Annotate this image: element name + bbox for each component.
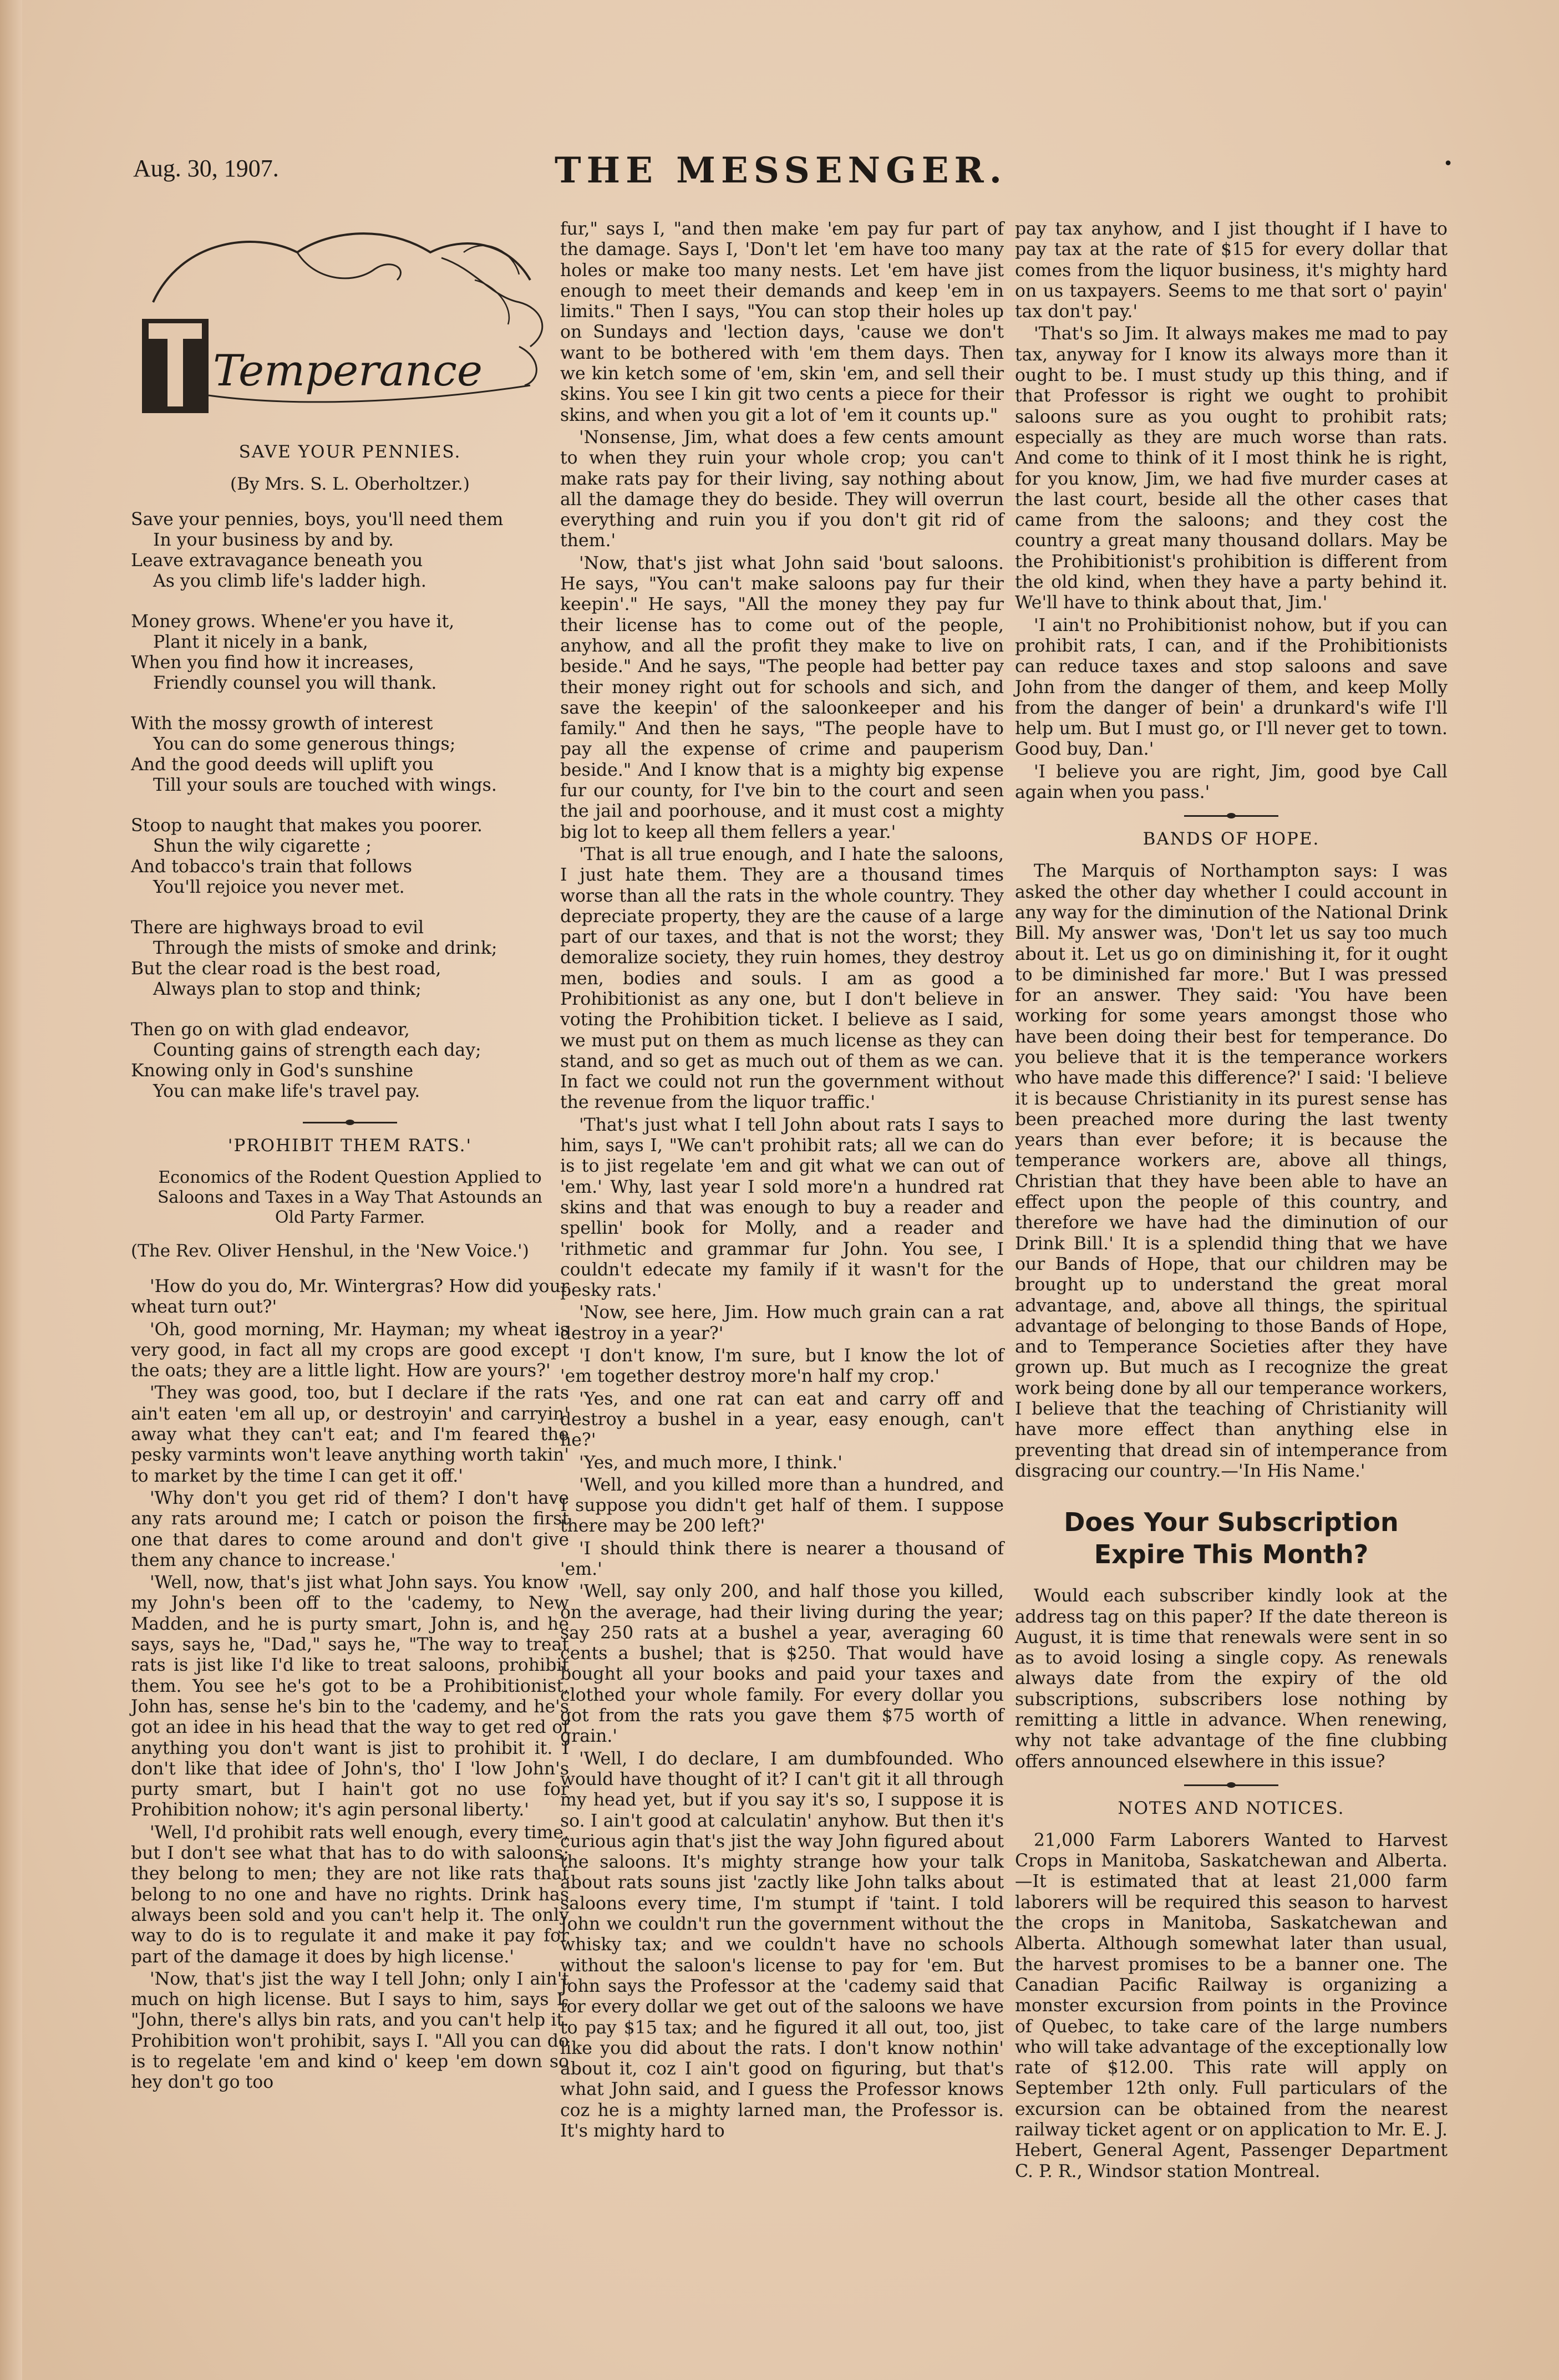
page-header: [133, 150, 1453, 194]
poem-stanza: [131, 510, 569, 592]
article-paragraph: 'Oh, good morning, Mr. Hayman; my wheat is very good, in fact all my crops are good except the oats; they are a little light. How are yours?': [131, 1319, 569, 1381]
poem-line: And tobacco's train that follows: [131, 857, 412, 877]
poem-line: Shun the wily cigarette ;: [153, 836, 372, 856]
poem-line: But the clear road is the best road,: [131, 959, 441, 979]
article-paragraph: 'I don't know, I'm sure, but I know the lot of 'em together destroy more'n half my crop.': [560, 1346, 1004, 1387]
poem-line: When you find how it increases,: [131, 653, 414, 673]
article-paragraph: 'Why don't you get rid of them? I don't have any rats around me; I catch or poison the first one that dares to come around and don't give them any chance to increase.': [131, 1488, 569, 1570]
poem-line: Always plan to stop and think;: [153, 979, 422, 999]
temperance-logo: [131, 219, 552, 430]
article-paragraph: 'Now, that's jist what John said 'bout saloons. He says, "You can't make saloons pay fur their keepin'." He says, "All the money they pay fur their license has to come out of the people, anyhow, and all the profit they make to live on beside." And he says, "The people had better pay their money right out for schools and sich, and save the keepin' of the saloonkeeper and his family." And then he says, "The people have to pay all the expense of crime and pauperism beside." And I know that is a mighty big expense fur our county, for I've bin to the court and seen the jail and poorhouse, and it must cost a mighty big lot to keep all them fellers a year.': [560, 553, 1004, 842]
issue-date: Aug. 30, 1907.: [133, 155, 279, 182]
section-divider: [1184, 815, 1278, 817]
article-paragraph: 'Nonsense, Jim, what does a few cents amount to when they ruin your whole crop; you can't make rats pay for their living, say nothing about all the damage they do beside. They will overrun everything and ruin you if you don't git rid of them.': [560, 427, 1004, 551]
article-paragraph: 'Well, I'd prohibit rats well enough, every time, but I don't see what that has to do with saloons; they belong to men; they are not like rats that belong to no one and have no rights. Drink has always been sold and you can't help it. The only way to do is to regulate it and make it pay for part of the damage it does by high license.': [131, 1822, 569, 1967]
article-paragraph: 'I ain't no Prohibitionist nohow, but if you can prohibit rats, I can, and if the Prohibitionists can reduce taxes and stop saloons and save John from the danger of them, and keep Molly from the danger of bein' a drunkard's wife I'll help um. But I must go, or I'll never get to town. Good buy, Dan.': [1015, 615, 1448, 760]
bands-of-hope-title: BANDS OF HOPE.: [1142, 829, 1320, 850]
poem-line: You can make life's travel pay.: [153, 1081, 420, 1101]
column-1: [131, 219, 569, 2095]
poem-line: Save your pennies, boys, you'll need them: [131, 510, 504, 530]
poem-line: With the mossy growth of interest: [131, 714, 433, 734]
article-paragraph: fur," says I, "and then make 'em pay fur part of the damage. Says I, 'Don't let 'em have too many holes or make too many nests. Let 'em have jist enough to meet their demands and keep 'em in limits." Then I says, "You can stop their holes up on Sundays and 'lection days, 'cause we don't want to be bothered with 'em them days. Then we kin ketch some of 'em, skin 'em, and sell their skins. You see I kin git two cents a piece for their skins, and when you git a lot of 'em it counts up.": [560, 219, 1004, 425]
page-mark: •: [1443, 154, 1453, 174]
notices-body: 21,000 Farm Laborers Wanted to Harvest Crops in Manitoba, Saskatchewan and Alberta. —It is estimated that at least 21,000 farm laborers will be required this season to harvest the crops in Manitoba, Saskatchewan and Alberta. Although somewhat later than usual, the harvest promises to be a banner one. The Canadian Pacific Railway is organizing a monster excursion from points in the Province of Quebec, to take care of the large numbers who will take advantage of the exceptionally low rate of $12.00. This rate will apply on September 12th only. Full particulars of the excursion can be obtained from the nearest railway ticket agent or on application to Mr. E. J. Hebert, General Agent, Passenger Department C. P. R., Windsor station Montreal.: [1015, 1830, 1448, 2181]
article-paragraph: 'How do you do, Mr. Wintergras? How did your wheat turn out?': [131, 1277, 569, 1318]
poem-stanza: [131, 1020, 569, 1102]
poem-line: Stoop to naught that makes you poorer.: [131, 816, 483, 836]
masthead: THE MESSENGER.: [555, 150, 1007, 191]
subscription-title: Does Your Subscription Expire This Month?: [1064, 1507, 1399, 1570]
article-paragraph: 'Well, I do declare, I am dumbfounded. Who would have thought of it? I can't git it all through my head yet, but if you say it's so, I suppose it is so. I ain't good at calculatin' anyhow. But then it's curious agin that's jist the way John figured about the saloons. It's mighty strange how your talk about rats souns jist 'zactly like John talks about saloons every time, I'm stumpt if 'taint. I told John we couldn't run the government without the whisky tax; and we couldn't have no schools without the saloon's license to pay for 'em. But John says the Professor at the 'cademy said that for every dollar we get out of the saloons we have to pay $15 tax; and he figured it all out, too, jist like you did about the rats. I don't know nothin' about it, coz I ain't good on figuring, but that's what John said, and I guess the Professor knows coz he is a mighty larned man, the Professor is. It's mighty hard to: [560, 1748, 1004, 2142]
poem-line: Counting gains of strength each day;: [153, 1040, 481, 1060]
poem-line: Till your souls are touched with wings.: [153, 775, 497, 795]
article-paragraph: 'I should think there is nearer a thousand of 'em.': [560, 1538, 1004, 1579]
article-paragraph: 'Yes, and much more, I think.': [579, 1452, 842, 1473]
page-edge: [0, 0, 22, 2380]
poem-line: In your business by and by.: [153, 530, 394, 550]
article-paragraph: 'Now, see here, Jim. How much grain can a rat destroy in a year?': [560, 1303, 1004, 1344]
article-paragraph: 'Yes, and one rat can eat and carry off and destroy a bushel in a year, easy enough, can't he?': [560, 1389, 1004, 1451]
subscription-body: Would each subscriber kindly look at the address tag on this paper? If the date thereon is August, it is time that renewals were sent in so as to avoid losing a single copy. As renewals always date from the expiry of the old subscriptions, subscribers lose nothing by remitting a little in advance. When renewing, why not take advantage of the fine clubbing offers announced elsewhere in this issue?: [1015, 1586, 1448, 1772]
poem-line: Friendly counsel you will thank.: [153, 673, 437, 693]
section-divider: [303, 1122, 397, 1123]
article-paragraph: 'Well, say only 200, and half those you killed, on the average, had their living during the year; say 250 rats at a bushel a year, averaging 60 cents a bushel; that is $250. That would have bought all your books and paid your taxes and clothed your whole family. For every dollar you got from the rats you gave them $75 worth of grain.': [560, 1581, 1004, 1747]
poem-line: As you climb life's ladder high.: [153, 571, 426, 591]
bands-of-hope-body: The Marquis of Northampton says: I was asked the other day whether I could account in any way for the diminution of the National Drink Bill. My answer was, 'Don't let us say too much about it. Let us go on diminishing it, for it ought to be diminished far more.' But I was pressed for an answer. They said: 'You have been working for some years amongst those who have been doing their best for temperance. Do you believe that it is the temperance workers who have made this difference?' I said: 'I believe it is because Christianity in its purest sense has been preached more during the last twenty years than ever before; it is because the temperance workers are, above all things, Christian that they have been able to have an effect upon the people of this country, and therefore we have had the diminution of our Drink Bill.' It is a splendid thing that we have our Bands of Hope, that our children may be brought up to understand the great moral advantage, and, above all things, the spiritual advantage of belonging to those Bands of Hope, and to Temperance Societies after they have grown up. But much as I recognize the great work being done by all our temperance workers, I believe that the teaching of Christianity will have more effect than anything else in preventing that dread sin of intemperance from disgracing our country.—'In His Name.': [1015, 861, 1448, 1481]
poem-stanza: [131, 612, 569, 694]
poem-line: Money grows. Whene'er you have it,: [131, 612, 455, 632]
article-paragraph: 'They was good, too, but I declare if the rats ain't eaten 'em all up, or destroyin' and carryin' away what they can't eat; and I'm feared the pesky varmints won't leave anything worth takin' to market by the time I can get it off.': [131, 1383, 569, 1486]
column-2: [560, 219, 1004, 2143]
poem-author: (By Mrs. S. L. Oberholtzer.): [230, 474, 470, 494]
poem-line: Leave extravagance beneath you: [131, 551, 423, 571]
notices-title: NOTES AND NOTICES.: [1118, 1798, 1345, 1818]
poem-line: Then go on with glad endeavor,: [131, 1020, 410, 1040]
article-paragraph: 'That's just what I tell John about rats I says to him, says I, "We can't prohibit rats; all we can do is to jist regelate 'em and git what we can out of 'em.' Why, last year I sold more'n a hundred rat skins and that was enough to buy a reader and spellin' book for Molly, and a reader and 'rithmetic and grammar fur John. You see, I couldn't edecate my family if it wasn't for the pesky rats.': [560, 1115, 1004, 1301]
poem-title: SAVE YOUR PENNIES.: [238, 442, 461, 462]
article-paragraph: 'I believe you are right, Jim, good bye Call again when you pass.': [1015, 761, 1448, 803]
article-title: 'PROHIBIT THEM RATS.': [227, 1136, 473, 1156]
column-3: [1015, 219, 1448, 2184]
poem-line: Plant it nicely in a bank,: [153, 632, 368, 652]
article-paragraph: 'Well, now, that's jist what John says. You know my John's been off to the 'cademy, to New Madden, and he is purty smart, John is, and he says, says he, "Dad," says he, "The way to treat rats is jist like I'd like to treat saloons, prohibit them. You see he's got to be a Prohibitionist, John has, sense he's bin to the 'cademy, and he's got an idee in his head that the way to get red of anything you don't want is jist to prohibit it. I don't like that idee of John's, tho' I 'low John's purty smart, but I hain't got no use for Prohibition nohow; it's agin personal liberty.': [131, 1573, 569, 1820]
poem-stanza: [131, 918, 569, 1000]
section-divider: [1184, 1784, 1278, 1786]
poem-line: You'll rejoice you never met.: [153, 877, 405, 897]
logo-text: Temperance: [213, 346, 483, 396]
article-paragraph: 'That's so Jim. It always makes me mad to pay tax, anyway for I know its always more than it ought to be. I must study up this thing, and if that Professor is right we ought to prohibit saloons sure as you ought to prohibit rats; especially as they are much worse than rats. And come to think of it I most think he is right, for you know, Jim, we had five murder cases at the last court, beside all the other cases that came from the saloons; and they cost the country a great many thousand dollars. May be the Prohibitionist's prohibition is different from the old kind, when they have a party behind it. We'll have to think about that, Jim.': [1015, 324, 1448, 613]
poem-line: There are highways broad to evil: [131, 918, 424, 938]
temperance-logo-art: [131, 219, 552, 430]
poem-line: And the good deeds will uplift you: [131, 755, 434, 775]
poem-line: Knowing only in God's sunshine: [131, 1061, 414, 1081]
article-subtitle: Economics of the Rodent Question Applied to Saloons and Taxes in a Way That Astounds an Old Party Farmer.: [158, 1168, 542, 1227]
article-author: (The Rev. Oliver Henshul, in the 'New Voice.'): [131, 1241, 529, 1261]
poem-line: You can do some generous things;: [153, 734, 456, 754]
article-paragraph: 'Now, that's jist the way I tell John; only I ain't much on high license. But I says to him, says I, "John, there's allys bin rats, and you can't help it. Prohibition won't prohibit, says I. "All you can do is to regelate 'em and kind o' keep 'em down so hey don't go too: [131, 1969, 569, 2093]
poem-stanza: [131, 714, 569, 796]
article-paragraph: 'Well, and you killed more than a hundred, and I suppose you didn't get half of them. I suppose there may be 200 left?': [560, 1474, 1004, 1537]
poem-stanza: [131, 816, 569, 898]
article-paragraph: 'That is all true enough, and I hate the saloons, I just hate them. They are a thousand times worse than all the rats in the whole country. They depreciate property, they are the cause of a large part of our taxes, and that is not the worst; they demoralize society, they ruin homes, they destroy men, bodies and souls. I am as good a Prohibitionist as any one, but I don't believe in voting the Prohibition ticket. I believe as I said, we must put on them as much license as they can stand, and so get as much out of them as we can. In fact we could not run the government without the revenue from the liquor traffic.': [560, 844, 1004, 1113]
article-paragraph: pay tax anyhow, and I jist thought if I have to pay tax at the rate of $15 for every dollar that comes from the liquor business, it's mighty hard on us taxpayers. Seems to me that sort o' payin' tax don't pay.': [1015, 219, 1448, 322]
poem-line: Through the mists of smoke and drink;: [153, 938, 497, 958]
